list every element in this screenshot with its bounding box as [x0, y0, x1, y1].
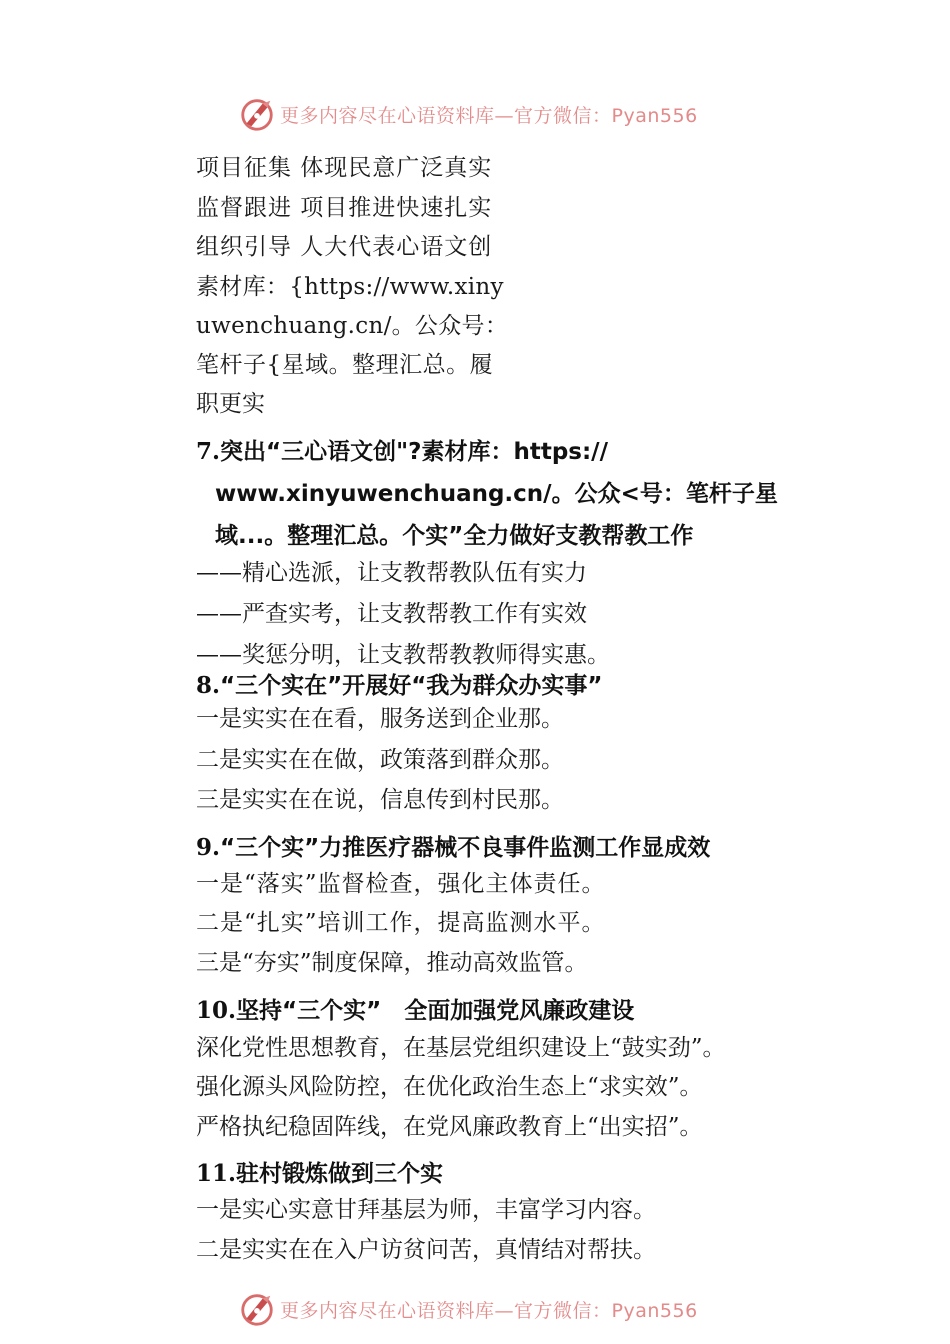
list-item: 深化党性思想教育，在基层党组织建设上“鼓实劲”。	[196, 1035, 726, 1061]
section-heading: 10.坚持“三个实” 全面加强党风廉政建设	[196, 997, 635, 1024]
intro-line: 职更实	[196, 391, 265, 417]
list-item: 二是实实在在做，政策落到群众那。	[196, 747, 564, 773]
list-item: 三是实实在在说，信息传到村民那。	[196, 787, 564, 813]
list-item: 一是“落实”监督检查，强化主体责任。	[196, 871, 606, 897]
pen-circle-logo-icon	[238, 1290, 276, 1328]
header-banner	[238, 94, 738, 134]
intro-line: 素材库：{https://www.xiny	[196, 274, 504, 300]
intro-line: 项目征集 体现民意广泛真实	[196, 155, 493, 181]
section-heading: 11.驻村锻炼做到三个实	[196, 1160, 444, 1187]
list-item: 一是实实在在看，服务送到企业那。	[196, 706, 564, 732]
section-heading: 9.“三个实”力推医疗器械不良事件监测工作显成效	[196, 834, 711, 861]
list-item: 二是“扎实”培训工作，提高监测水平。	[196, 910, 606, 936]
section-heading: 7.突出“三心语文创"?素材库：https://	[196, 438, 608, 465]
intro-line: 监督跟进 项目推进快速扎实	[196, 195, 493, 221]
list-item: 二是实实在在入户访贫问苦，真情结对帮扶。	[196, 1237, 656, 1263]
pen-circle-logo-icon	[238, 95, 276, 133]
list-item: 三是“夯实”制度保障，推动高效监管。	[196, 950, 588, 976]
list-item: ——严查实考，让支教帮教工作有实效	[196, 601, 587, 627]
list-item: ——奖惩分明，让支教帮教教师得实惠。	[196, 642, 610, 668]
section-heading-cont: www.xinyuwenchuang.cn/。公众<号：笔杆子星	[215, 481, 778, 507]
list-item: ——精心选派，让支教帮教队伍有实力	[196, 560, 587, 586]
banner-text: 更多内容尽在心语资料库—官方微信：Pyan556	[280, 1299, 698, 1322]
banner-text: 更多内容尽在心语资料库—官方微信：Pyan556	[280, 104, 698, 127]
intro-line: uwenchuang.cn/。公众号：	[196, 313, 509, 339]
section-heading: 8.“三个实在”开展好“我为群众办实事”	[196, 672, 603, 699]
list-item: 严格执纪稳固阵线，在党风廉政教育上“出实招”。	[196, 1114, 703, 1140]
banner-account: Pyan556	[611, 104, 698, 127]
section-heading-cont: 域...。整理汇总。个实”全力做好支教帮教工作	[215, 523, 694, 549]
list-item: 强化源头风险防控，在优化政治生态上“求实效”。	[196, 1074, 703, 1100]
list-item: 一是实心实意甘拜基层为师，丰富学习内容。	[196, 1197, 656, 1223]
banner-account: Pyan556	[611, 1299, 698, 1322]
intro-line: 笔杆子{星域。整理汇总。履	[196, 352, 494, 378]
footer-banner	[238, 1289, 738, 1329]
intro-line: 组织引导 人大代表心语文创	[196, 234, 493, 260]
